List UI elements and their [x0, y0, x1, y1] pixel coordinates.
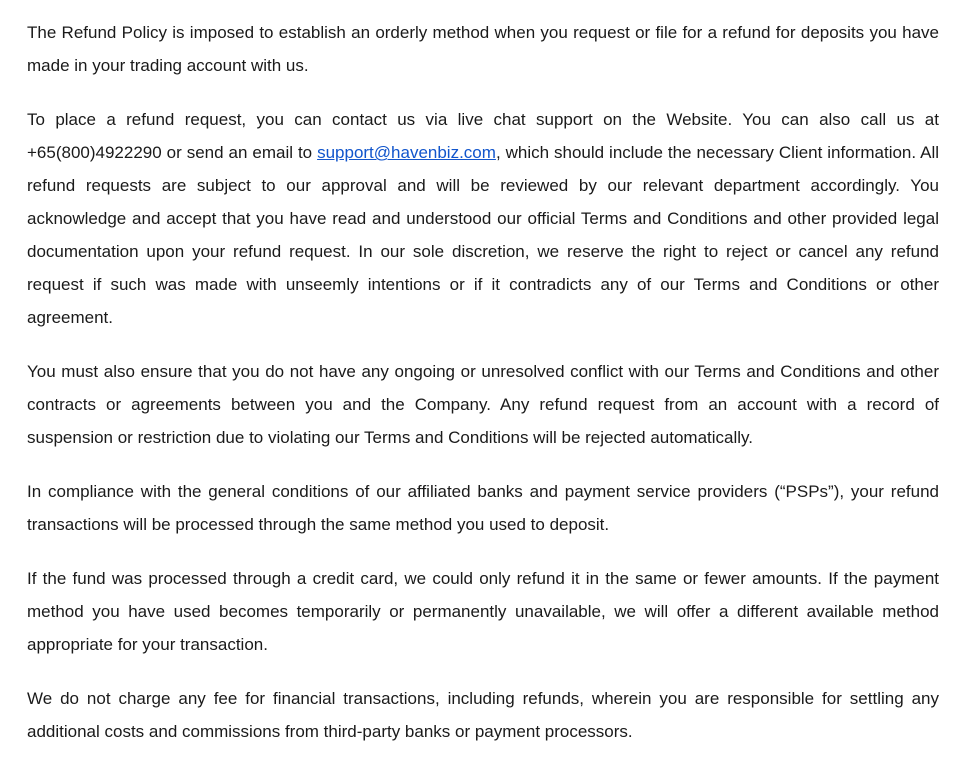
paragraph-credit-card: If the fund was processed through a credit card, we could only refund it in the same or fewer amounts. If the payment method you have used becomes temporarily or permanently unavailable, we will offer a different available method appropriate for your transaction.	[27, 569, 939, 654]
paragraph-fees: We do not charge any fee for financial transactions, including refunds, wherein you are responsible for settling any additional costs and commissions from third-party banks or payment processors.	[27, 689, 939, 741]
support-email-link[interactable]: support@havenbiz.com	[317, 143, 496, 162]
paragraph-refund-request-after: , which should include the necessary Client information. All refund requests are subject to our approval and will be reviewed by our relevant department accordingly. You acknowledge and accept that you have read and understood our official Terms and Conditions and other provided legal documentation upon your refund request. In our sole discretion, we reserve the right to reject or cancel any refund request if such was made with unseemly intentions or if it contradicts any of our Terms and Conditions or other agreement.	[27, 143, 940, 327]
paragraph-intro: The Refund Policy is imposed to establish an orderly method when you request or file for a refund for deposits you have made in your trading account with us.	[27, 23, 939, 75]
refund-policy-document	[27, 16, 939, 769]
paragraph-conflict: You must also ensure that you do not have any ongoing or unresolved conflict with our Terms and Conditions and other contracts or agreements between you and the Company. Any refund request from an account with a record of suspension or restriction due to violating our Terms and Conditions will be rejected automatically.	[27, 362, 939, 447]
paragraph-refund-request	[27, 103, 939, 334]
paragraph-refund-request-before: To place a refund request, you can contact us via live chat support on the Website. You can also call us at +65(800)4922290 or send an email to	[27, 110, 939, 162]
paragraph-psp-compliance: In compliance with the general conditions of our affiliated banks and payment service providers (“PSPs”), your refund transactions will be processed through the same method you used to deposit.	[27, 482, 939, 534]
